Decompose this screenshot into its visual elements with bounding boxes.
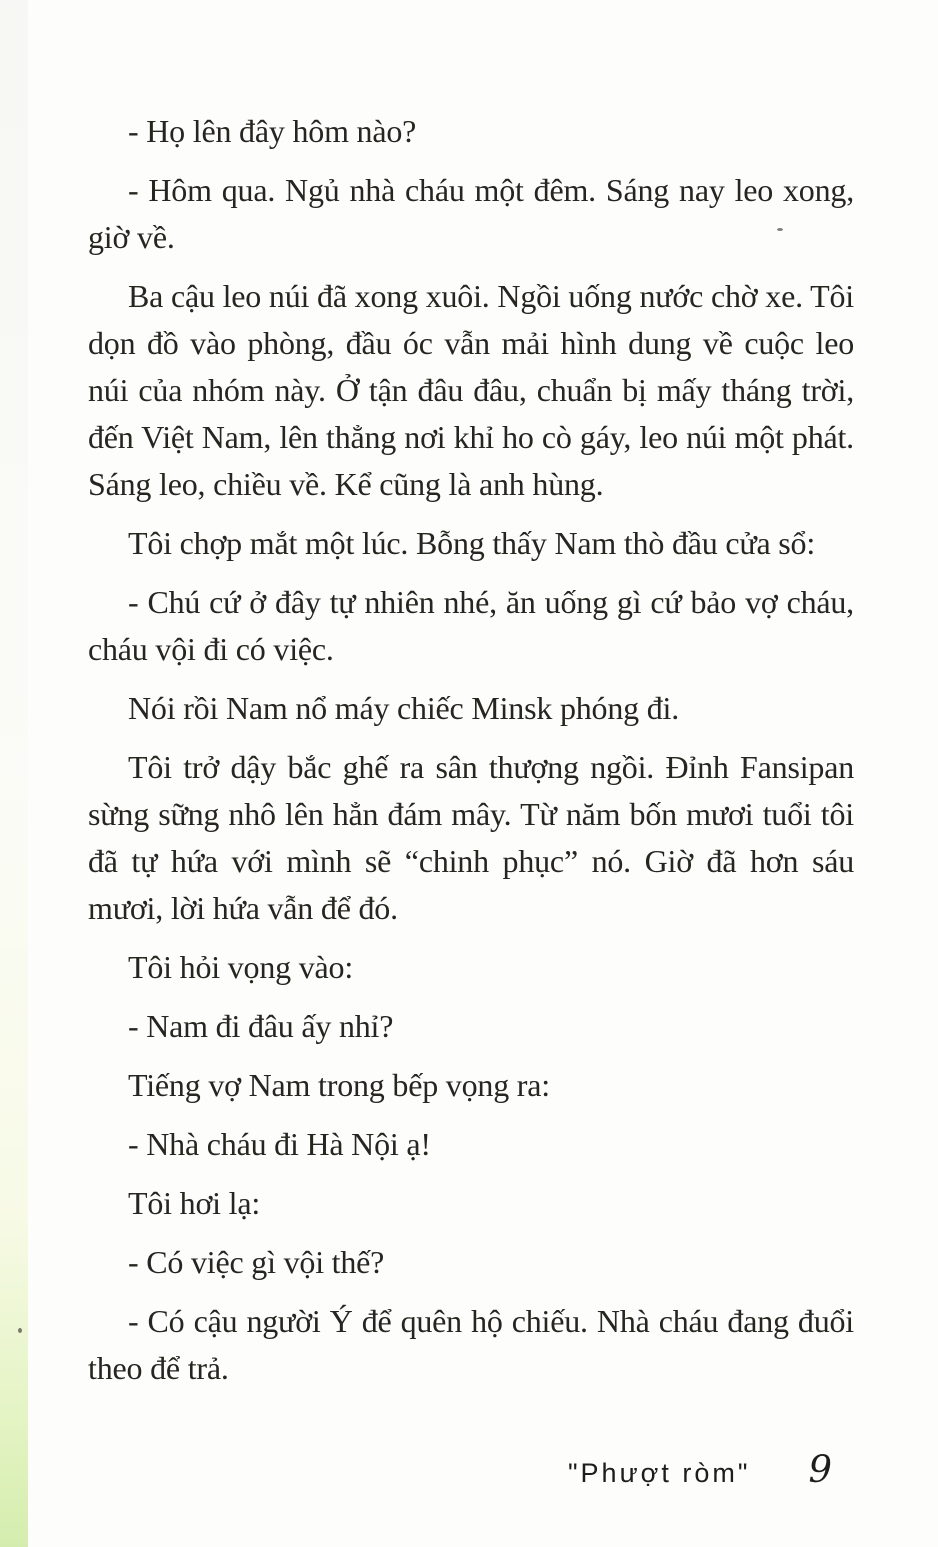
- page-edge-shadow: [0, 0, 28, 1547]
- paragraph-narration: Tôi trở dậy bắc ghế ra sân thượng ngồi. Đỉnh Fansipan sừng sững nhô lên hẳn đám mây. Từ năm bốn mươi tuổi tôi đã tự hứa với mình sẽ “chinh phục” nó. Giờ đã hơn sáu mươi, lời hứa vẫn để đó.: [88, 749, 854, 926]
- paragraph-dialogue: - Có việc gì vội thế?: [128, 1244, 385, 1280]
- paragraph-narration: Ba cậu leo núi đã xong xuôi. Ngồi uống nước chờ xe. Tôi dọn đồ vào phòng, đầu óc vẫn mải hình dung về cuộc leo núi của nhóm này. Ở tận đâu đâu, chuẩn bị mấy tháng trời, đến Việt Nam, lên thẳng nơi khỉ ho cò gáy, leo núi một phát. Sáng leo, chiều về. Kể cũng là anh hùng.: [88, 278, 854, 502]
- paragraph-dialogue: - Nam đi đâu ấy nhỉ?: [128, 1008, 394, 1044]
- paragraph-narration: Tôi hỏi vọng vào:: [128, 949, 354, 985]
- paragraph-narration: Tiếng vợ Nam trong bếp vọng ra:: [128, 1067, 550, 1103]
- page-footer: [88, 1448, 832, 1491]
- paragraph-dialogue: - Hôm qua. Ngủ nhà cháu một đêm. Sáng nay leo xong, giờ về.: [88, 172, 854, 255]
- page-text: [88, 108, 854, 1404]
- paragraph-dialogue: - Có cậu người Ý để quên hộ chiếu. Nhà cháu đang đuổi theo để trả.: [88, 1303, 854, 1386]
- paragraph-narration: Tôi hơi lạ:: [128, 1185, 261, 1221]
- page-number: 9: [808, 1448, 832, 1491]
- running-title: "Phượt ròm": [567, 1458, 751, 1488]
- paragraph-narration: Tôi chợp mắt một lúc. Bỗng thấy Nam thò đầu cửa sổ:: [128, 525, 816, 561]
- scan-speck: [18, 1328, 22, 1333]
- paragraph-dialogue: - Nhà cháu đi Hà Nội ạ!: [128, 1126, 431, 1162]
- paragraph-dialogue: - Họ lên đây hôm nào?: [128, 113, 417, 149]
- paragraph-dialogue: - Chú cứ ở đây tự nhiên nhé, ăn uống gì cứ bảo vợ cháu, cháu vội đi có việc.: [88, 584, 854, 667]
- paragraph-narration: Nói rồi Nam nổ máy chiếc Minsk phóng đi.: [128, 690, 680, 726]
